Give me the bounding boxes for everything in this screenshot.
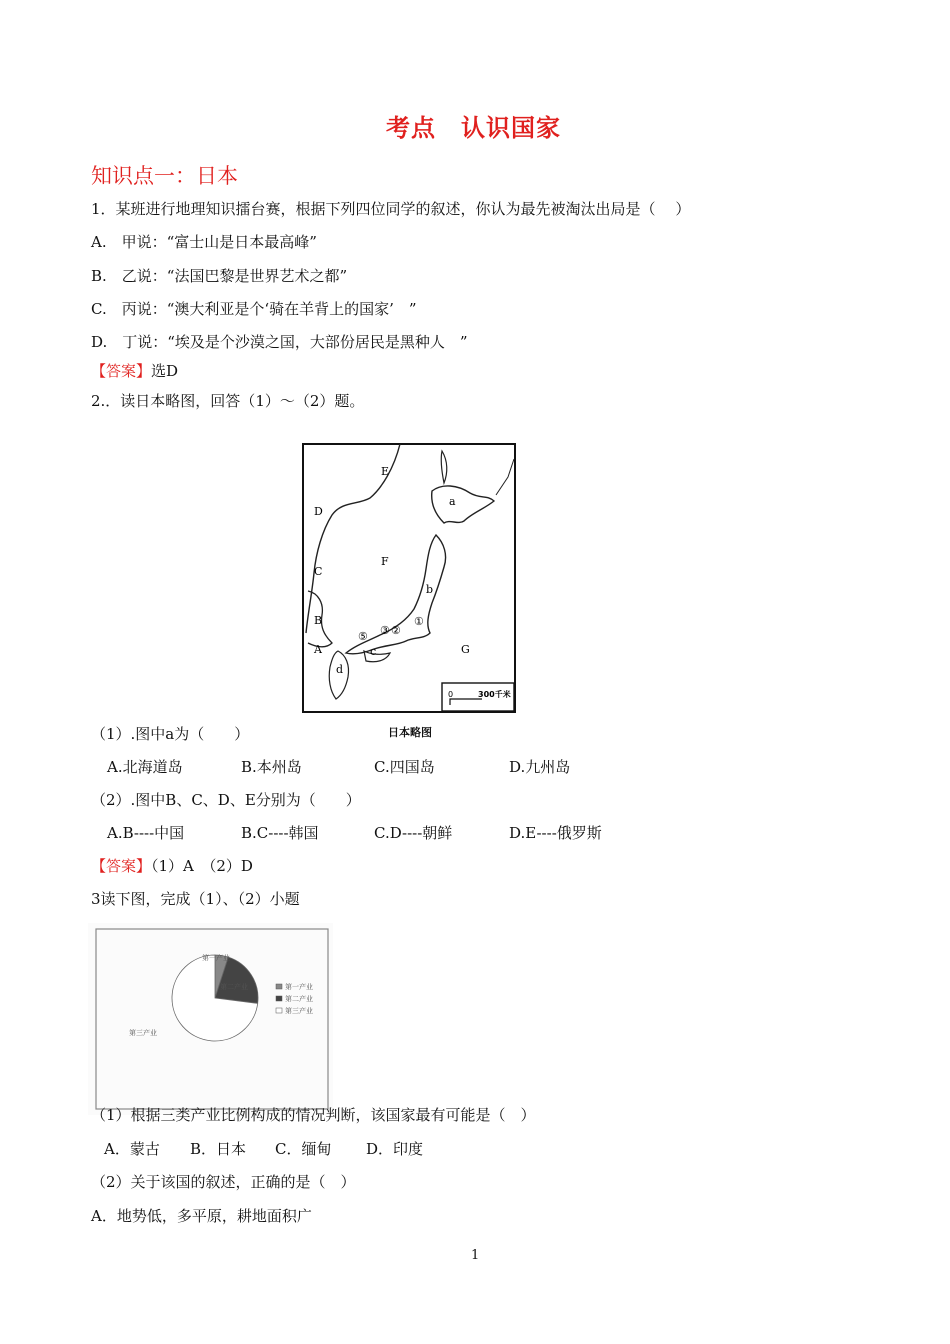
q3-sub1-option-c: C．缅甸	[275, 1140, 332, 1158]
q2-stem: 2.．读日本略图，回答（1）～（2）题。	[91, 392, 365, 410]
map-label-c: C	[314, 565, 323, 578]
legend-secondary: 第二产业	[285, 995, 313, 1003]
industry-pie-figure	[88, 923, 333, 1115]
q2-sub2-option-d: D.E----俄罗斯	[509, 824, 602, 842]
map-label-d: D	[314, 505, 323, 518]
map-label-circle-1: ①	[414, 615, 424, 628]
pie-label-tertiary: 第三产业	[129, 1029, 157, 1037]
q3-sub1-option-a: A．蒙古	[104, 1140, 160, 1158]
legend-swatch-tertiary	[276, 1008, 282, 1013]
q2-sub2: （2）.图中B、C、D、E分别为（ ）	[91, 791, 361, 809]
pie-label-primary: 第一产业	[202, 954, 230, 962]
q2-sub1-option-d: D.九州岛	[509, 758, 571, 776]
q2-sub2-option-b: B.C----韩国	[241, 824, 319, 842]
japan-map	[302, 443, 516, 713]
industry-pie-drawing	[88, 923, 333, 1115]
answer-tag: 【答案】	[91, 857, 152, 875]
q3-sub2-option-a: A．地势低，多平原，耕地面积广	[91, 1207, 312, 1225]
q2-sub1-option-a: A.北海道岛	[107, 758, 183, 776]
map-label-b-country: B	[314, 614, 323, 627]
q2-sub1: （1）.图中a为（ ）	[91, 725, 250, 743]
q3-stem: 3读下图，完成（1）、（2）小题	[91, 890, 300, 908]
scale-zero: 0	[448, 690, 454, 699]
q1-answer	[91, 361, 178, 381]
legend-swatch-primary	[276, 984, 282, 989]
q1-option-b: B. 乙说：“法国巴黎是世界艺术之都”	[91, 267, 348, 285]
map-label-b: b	[426, 583, 434, 596]
q3-sub1-option-b: B．日本	[190, 1140, 247, 1158]
page-title: 考点 认识国家	[386, 113, 561, 142]
answer-tag: 【答案】	[91, 362, 152, 380]
map-label-a: a	[449, 495, 456, 508]
q1-stem: 1．某班进行地理知识擂台赛，根据下列四位同学的叙述，你认为最先被淘汰出局是（ ）	[91, 200, 691, 218]
q1-option-a: A. 甲说：“富士山是日本最高峰”	[91, 233, 317, 251]
q1-option-d: D. 丁说：“埃及是个沙漠之国，大部份居民是黑种人 ”	[91, 333, 468, 351]
q2-sub1-option-c: C.四国岛	[374, 758, 435, 776]
legend-swatch-secondary	[276, 996, 282, 1001]
map-label-c-island: c	[370, 645, 377, 658]
q2-sub1-option-b: B.本州岛	[241, 758, 302, 776]
map-label-circle-5: ⑤	[358, 630, 368, 643]
answer-text: 选D	[151, 362, 179, 380]
q2-sub2-option-c: C.D----朝鲜	[374, 824, 453, 842]
map-caption: 日本略图	[388, 726, 432, 739]
pie-slices	[172, 955, 258, 1041]
q3-sub1: （1）根据三类产业比例构成的情况判断，该国家最有可能是（ ）	[91, 1106, 536, 1124]
legend-tertiary: 第三产业	[285, 1007, 313, 1015]
map-frame	[303, 444, 515, 712]
q2-answer	[91, 856, 253, 876]
page-number: 1	[471, 1248, 480, 1263]
q3-sub2: （2）关于该国的叙述，正确的是（ ）	[91, 1173, 356, 1191]
q3-sub1-option-d: D．印度	[366, 1140, 424, 1158]
map-label-f: F	[381, 555, 389, 568]
map-label-a-country: A	[314, 643, 322, 656]
scale-label: 300千米	[478, 690, 511, 699]
map-label-circle-2: ②	[391, 624, 401, 637]
pie-label-secondary: 第二产业	[220, 983, 248, 991]
answer-text: （1）A （2）D	[151, 857, 253, 875]
q1-option-c: C. 丙说：“澳大利亚是个‘骑在羊背上的国家’ ”	[91, 300, 417, 318]
section-heading: 知识点一：日本	[91, 164, 238, 188]
map-label-g: G	[461, 643, 470, 656]
legend-primary: 第一产业	[285, 983, 313, 991]
map-label-circle-3: ③	[380, 624, 390, 637]
map-label-e: E	[381, 465, 390, 478]
map-label-d-island: d	[336, 663, 344, 676]
q2-sub2-option-a: A.B----中国	[107, 824, 185, 842]
japan-map-drawing	[302, 443, 516, 713]
